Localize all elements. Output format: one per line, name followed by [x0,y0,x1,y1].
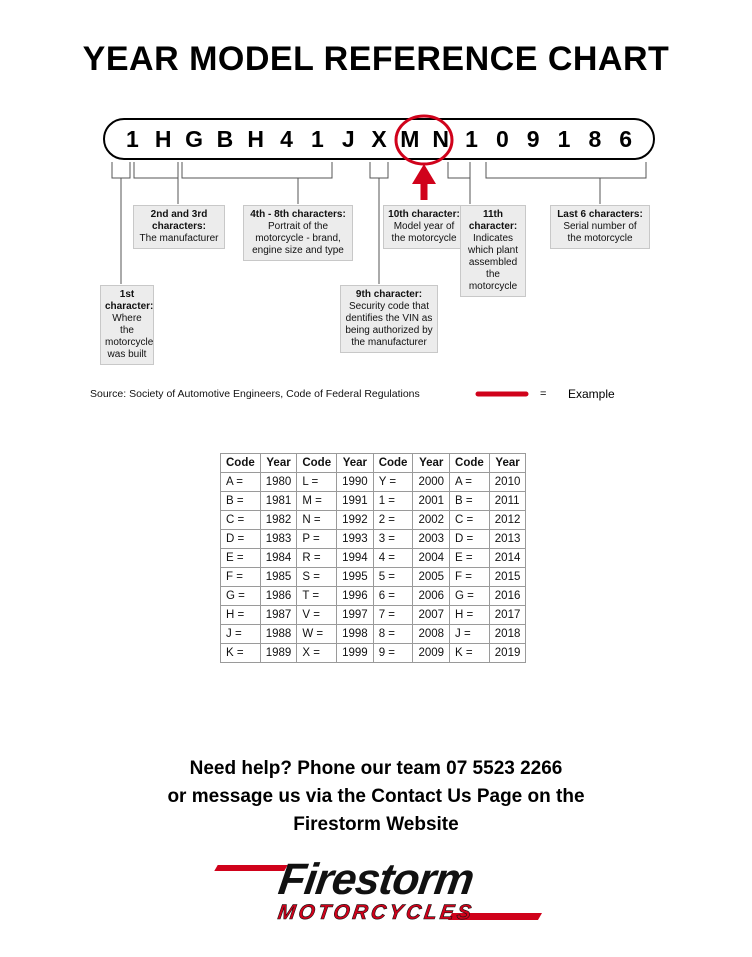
code-cell: N = [297,511,337,530]
code-cell: T = [297,587,337,606]
year-cell: 1986 [260,587,297,606]
source-note: Source: Society of Automotive Engineers, Code of Federal Regulations [90,388,420,400]
column-header: Code [373,454,413,473]
table-row [221,549,526,568]
year-cell: 2018 [489,625,526,644]
code-cell: 1 = [373,492,413,511]
year-cell: 1985 [260,568,297,587]
year-cell: 1992 [337,511,374,530]
callout-body: Portrait of the motorcycle - brand, engine size and type [252,221,344,256]
table-row [221,530,526,549]
year-cell: 2007 [413,606,450,625]
code-cell: 3 = [373,530,413,549]
callout-last-6-characters [550,205,650,249]
vin-char: 1 [310,125,324,152]
year-cell: 2016 [489,587,526,606]
year-cell: 2017 [489,606,526,625]
code-cell: D = [450,530,490,549]
year-cell: 1983 [260,530,297,549]
code-cell: C = [221,511,261,530]
code-cell: 5 = [373,568,413,587]
year-cell: 2013 [489,530,526,549]
code-cell: W = [297,625,337,644]
column-header: Code [450,454,490,473]
legend-example-label: Example [568,387,615,401]
year-cell: 2000 [413,473,450,492]
year-cell: 1988 [260,625,297,644]
year-cell: 1995 [337,568,374,587]
callout-4th-8th-characters [243,205,353,261]
year-cell: 2004 [413,549,450,568]
year-cell: 2012 [489,511,526,530]
vin-char: X [371,125,387,152]
vin-char: 6 [619,125,633,152]
table-header-row [221,454,526,473]
callout-heading: 11th character: [468,209,518,232]
year-cell: 2011 [489,492,526,511]
code-cell: A = [450,473,490,492]
code-cell: E = [221,549,261,568]
table-row [221,511,526,530]
vin-char: 1 [126,125,139,152]
year-cell: 1990 [337,473,374,492]
code-cell: 2 = [373,511,413,530]
code-cell: G = [450,587,490,606]
year-cell: 2001 [413,492,450,511]
help-line-3: Firestorm Website [293,814,459,835]
code-cell: Y = [373,473,413,492]
logo-subtitle-text: MOTORCYCLES [276,901,476,924]
year-cell: 1999 [337,644,374,663]
year-cell: 1980 [260,473,297,492]
year-cell: 2014 [489,549,526,568]
callout-heading: 2nd and 3rd characters: [150,209,208,232]
callout-body: Indicates which plant assembled the motorcycle [467,233,519,292]
code-cell: V = [297,606,337,625]
callout-body: The manufacturer [139,233,219,244]
firestorm-logo [0,855,752,940]
callout-heading: 4th - 8th characters: [250,209,346,220]
year-cell: 1989 [260,644,297,663]
callout-heading: 10th character: [388,209,460,220]
column-header: Code [221,454,261,473]
year-cell-highlighted: 1991 [337,492,374,511]
vin-char: 1 [557,125,571,152]
callout-heading: 9th character: [355,289,423,300]
year-cell: 1997 [337,606,374,625]
code-cell: H = [450,606,490,625]
year-cell: 1987 [260,606,297,625]
code-cell: P = [297,530,337,549]
code-cell: K = [221,644,261,663]
callout-9th-character [340,285,438,353]
callout-body: Model year of the motorcycle [391,221,457,244]
year-cell: 2015 [489,568,526,587]
table-row [221,625,526,644]
year-cell: 1996 [337,587,374,606]
code-cell: F = [450,568,490,587]
year-cell: 2002 [413,511,450,530]
year-cell: 1981 [260,492,297,511]
year-cell: 1993 [337,530,374,549]
year-cell: 1984 [260,549,297,568]
page-title: YEAR MODEL REFERENCE CHART [82,40,670,78]
code-cell: K = [450,644,490,663]
code-cell: 9 = [373,644,413,663]
code-cell: 8 = [373,625,413,644]
year-code-table [220,453,526,663]
code-cell: C = [450,511,490,530]
column-header: Year [489,454,526,473]
column-header: Year [337,454,374,473]
vin-char: 8 [588,125,602,152]
callout-body: Where the motorcycle was built [105,313,154,360]
year-cell: 1994 [337,549,374,568]
code-cell: L = [297,473,337,492]
code-cell: S = [297,568,337,587]
legend-equals-sign: = [540,388,547,400]
logo-brand-text: Firestorm [275,855,477,904]
year-cell: 1998 [337,625,374,644]
vin-char: N [432,125,449,152]
callout-2nd-3rd-characters [133,205,225,249]
table-row [221,473,526,492]
table-row [221,568,526,587]
year-cell: 1982 [260,511,297,530]
vin-char: 9 [526,125,540,152]
table-row [221,606,526,625]
code-cell: R = [297,549,337,568]
year-cell: 2008 [413,625,450,644]
code-cell: J = [450,625,490,644]
vin-char: 4 [280,125,293,152]
table-row [221,492,526,511]
code-cell: D = [221,530,261,549]
help-line-2: or message us via the Contact Us Page on the [167,786,585,807]
help-text [0,755,752,839]
code-cell: J = [221,625,261,644]
year-cell: 2010 [489,473,526,492]
callout-body: Serial number of the motorcycle [563,221,637,244]
callout-10th-character [383,205,465,249]
code-cell: B = [450,492,490,511]
code-cell: G = [221,587,261,606]
vin-char: 0 [495,125,509,152]
vin-char: H [154,125,172,152]
year-cell: 2003 [413,530,450,549]
callout-heading: 1st character: [105,289,154,312]
column-header: Code [297,454,337,473]
year-cell: 2006 [413,587,450,606]
table-row [221,644,526,663]
vin-char: J [341,125,355,152]
code-cell: F = [221,568,261,587]
callout-body: Security code that dentifies the VIN as being authorized by the manufacturer [345,301,433,348]
vin-char: G [185,125,204,152]
column-header: Year [413,454,450,473]
code-cell: E = [450,549,490,568]
callout-heading: Last 6 characters: [557,209,643,220]
code-cell: B = [221,492,261,511]
code-cell: 7 = [373,606,413,625]
code-cell: 6 = [373,587,413,606]
code-cell: 4 = [373,549,413,568]
callout-11th-character [460,205,526,297]
vin-char-model-year: M [400,125,420,152]
year-cell: 2005 [413,568,450,587]
year-cell: 2009 [413,644,450,663]
code-cell-highlighted: M = [297,492,337,511]
code-cell: H = [221,606,261,625]
table-row [221,587,526,606]
vin-char: H [247,125,265,152]
vin-char: 1 [465,125,478,152]
help-line-1: Need help? Phone our team 07 5523 2266 [189,758,563,779]
vin-char: B [216,125,234,152]
code-cell: A = [221,473,261,492]
callout-1st-character [100,285,154,365]
year-cell: 2019 [489,644,526,663]
code-cell: X = [297,644,337,663]
column-header: Year [260,454,297,473]
vin-number-bar [103,118,655,160]
